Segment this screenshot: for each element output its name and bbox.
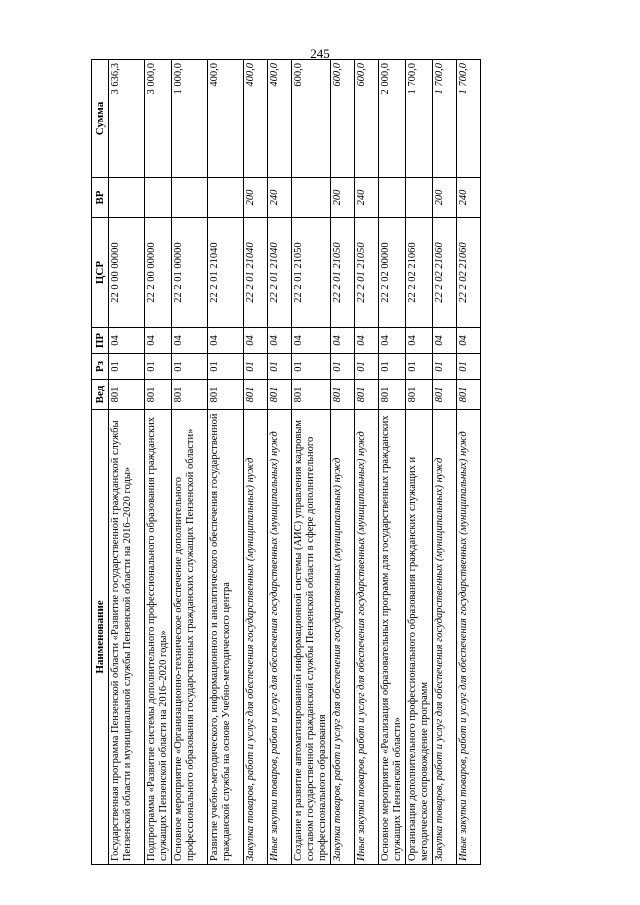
table-row — [379, 60, 406, 865]
table-row — [172, 60, 208, 865]
row-sum: 400,0 — [244, 60, 268, 178]
header-pr: ПР — [92, 328, 109, 354]
row-vr: 240 — [268, 178, 292, 218]
row-pr: 04 — [457, 328, 481, 354]
row-sum: 1 000,0 — [172, 60, 208, 178]
budget-table — [91, 59, 481, 865]
row-rz: 01 — [379, 354, 406, 380]
row-ved: 801 — [109, 380, 145, 410]
row-rz: 01 — [355, 354, 379, 380]
row-rz: 01 — [433, 354, 457, 380]
header-vr: ВР — [92, 178, 109, 218]
row-pr: 04 — [433, 328, 457, 354]
row-rz: 01 — [457, 354, 481, 380]
rotated-table-frame — [91, 60, 541, 865]
row-csr: 22 2 01 21050 — [292, 218, 331, 328]
row-csr: 22 2 02 21060 — [433, 218, 457, 328]
row-name: Организация дополнительного профессионального образования гражданских служащих и методическое сопровождение программ — [406, 410, 433, 865]
row-csr: 22 0 00 00000 — [109, 218, 145, 328]
row-name: Развитие учебно-методического, информационного и аналитического обеспечения государственной гражданской службы на основе Учебно-методического центра — [208, 410, 244, 865]
row-rz: 01 — [268, 354, 292, 380]
row-vr: 200 — [244, 178, 268, 218]
table-body — [109, 60, 481, 865]
row-ved: 801 — [355, 380, 379, 410]
row-sum: 3 000,0 — [145, 60, 172, 178]
row-csr: 22 2 01 21050 — [331, 218, 355, 328]
row-pr: 04 — [208, 328, 244, 354]
row-pr: 04 — [268, 328, 292, 354]
row-csr: 22 2 02 21060 — [457, 218, 481, 328]
row-name: Подпрограмма «Развитие системы дополнительного профессионального образования гражданских служащих Пензенской области на 2016–2020 годы» — [145, 410, 172, 865]
row-pr: 04 — [406, 328, 433, 354]
table-header-row — [92, 60, 109, 865]
table-row — [331, 60, 355, 865]
row-sum: 600,0 — [292, 60, 331, 178]
row-vr — [208, 178, 244, 218]
row-sum: 400,0 — [208, 60, 244, 178]
header-sum: Сумма — [92, 60, 109, 178]
row-name: Основное мероприятие «Организационно-техническое обеспечение дополнительного профессионального образования государственных гражданских служащих Пензенской области» — [172, 410, 208, 865]
row-rz: 01 — [292, 354, 331, 380]
row-name: Закупка товаров, работ и услуг для обеспечения государственных (муниципальных) нужд — [331, 410, 355, 865]
row-ved: 801 — [172, 380, 208, 410]
row-ved: 801 — [244, 380, 268, 410]
header-rz: Рз — [92, 354, 109, 380]
row-vr: 200 — [433, 178, 457, 218]
table-row — [208, 60, 244, 865]
row-sum: 1 700,0 — [457, 60, 481, 178]
row-vr: 240 — [355, 178, 379, 218]
row-pr: 04 — [292, 328, 331, 354]
table-row — [109, 60, 145, 865]
row-pr: 04 — [172, 328, 208, 354]
header-ved: Вед — [92, 380, 109, 410]
row-rz: 01 — [208, 354, 244, 380]
row-pr: 04 — [145, 328, 172, 354]
row-sum: 2 000,0 — [379, 60, 406, 178]
row-ved: 801 — [145, 380, 172, 410]
table-row — [268, 60, 292, 865]
table-row — [292, 60, 331, 865]
row-name: Иные закупки товаров, работ и услуг для обеспечения государственных (муниципальных) нужд — [457, 410, 481, 865]
row-csr: 22 2 01 21040 — [268, 218, 292, 328]
table-row — [355, 60, 379, 865]
row-sum: 3 636,3 — [109, 60, 145, 178]
row-vr: 200 — [331, 178, 355, 218]
row-ved: 801 — [457, 380, 481, 410]
table-row — [145, 60, 172, 865]
header-csr: ЦСР — [92, 218, 109, 328]
row-rz: 01 — [331, 354, 355, 380]
page-number: 245 — [310, 46, 330, 61]
table-row — [433, 60, 457, 865]
row-csr: 22 2 01 21050 — [355, 218, 379, 328]
row-vr — [172, 178, 208, 218]
row-sum: 400,0 — [268, 60, 292, 178]
row-ved: 801 — [268, 380, 292, 410]
row-csr: 22 2 01 21040 — [244, 218, 268, 328]
row-vr — [109, 178, 145, 218]
table-row — [457, 60, 481, 865]
row-pr: 04 — [331, 328, 355, 354]
row-name: Государственная программа Пензенской области «Развитие государственной гражданской службы Пензенской области и муниципальной службы Пензенской области на 2016–2020 годы» — [109, 410, 145, 865]
row-sum: 600,0 — [355, 60, 379, 178]
header-name: Наименование — [92, 410, 109, 865]
table-row — [406, 60, 433, 865]
row-pr: 04 — [109, 328, 145, 354]
row-vr — [406, 178, 433, 218]
row-vr — [145, 178, 172, 218]
row-rz: 01 — [244, 354, 268, 380]
row-csr: 22 2 01 21040 — [208, 218, 244, 328]
table-row — [244, 60, 268, 865]
row-ved: 801 — [292, 380, 331, 410]
row-rz: 01 — [109, 354, 145, 380]
row-csr: 22 2 01 00000 — [172, 218, 208, 328]
row-name: Основное мероприятие «Реализация образовательных программ для государственных гражданских служащих Пензенской области» — [379, 410, 406, 865]
row-sum: 1 700,0 — [406, 60, 433, 178]
row-name: Закупка товаров, работ и услуг для обеспечения государственных (муниципальных) нужд — [433, 410, 457, 865]
row-rz: 01 — [172, 354, 208, 380]
row-ved: 801 — [379, 380, 406, 410]
row-csr: 22 2 02 21060 — [406, 218, 433, 328]
row-name: Закупка товаров, работ и услуг для обеспечения государственных (муниципальных) нужд — [244, 410, 268, 865]
row-name: Иные закупки товаров, работ и услуг для обеспечения государственных (муниципальных) нужд — [355, 410, 379, 865]
row-rz: 01 — [406, 354, 433, 380]
row-ved: 801 — [433, 380, 457, 410]
row-pr: 04 — [355, 328, 379, 354]
row-pr: 04 — [379, 328, 406, 354]
row-rz: 01 — [145, 354, 172, 380]
row-sum: 1 700,0 — [433, 60, 457, 178]
row-vr — [379, 178, 406, 218]
row-name: Иные закупки товаров, работ и услуг для обеспечения государственных (муниципальных) нужд — [268, 410, 292, 865]
row-csr: 22 2 00 00000 — [145, 218, 172, 328]
row-csr: 22 2 02 00000 — [379, 218, 406, 328]
row-name: Создание и развитие автоматизированной информационной системы (АИС) управления кадровым составом государственной гражданской службы Пензенской области в сфере дополнительного профессионального образования — [292, 410, 331, 865]
row-sum: 600,0 — [331, 60, 355, 178]
row-vr — [292, 178, 331, 218]
row-ved: 801 — [406, 380, 433, 410]
row-pr: 04 — [244, 328, 268, 354]
row-vr: 240 — [457, 178, 481, 218]
row-ved: 801 — [331, 380, 355, 410]
row-ved: 801 — [208, 380, 244, 410]
